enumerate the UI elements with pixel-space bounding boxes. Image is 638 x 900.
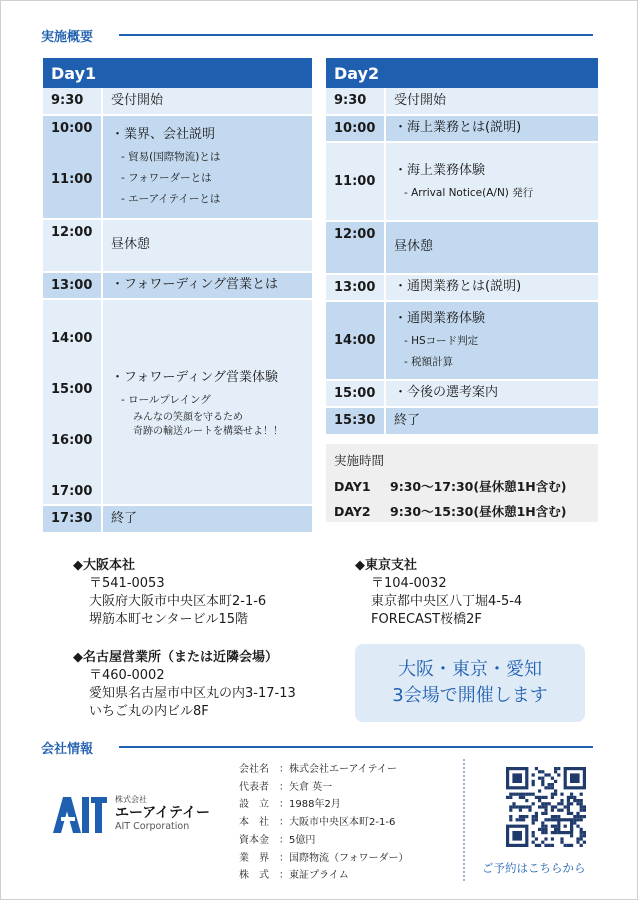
time-cell: [43, 116, 101, 218]
activity-detail: - 税額計算: [404, 356, 454, 369]
company-value: ：1988年2月: [279, 799, 341, 811]
activity-cell: [101, 300, 312, 504]
hours-box: [326, 444, 598, 522]
office-osaka-zip: 〒541-0053: [89, 576, 165, 591]
activity-title: 受付開始: [111, 92, 164, 108]
company-key: 資本金: [239, 834, 269, 846]
office-nagoya-title: ◆ 名古屋営業所（または近隣会場）: [73, 649, 296, 667]
time-cell: [326, 88, 384, 114]
time-cell: [43, 273, 101, 299]
qr-code-icon[interactable]: [506, 767, 586, 847]
reserve-link[interactable]: ご予約はこちらから: [482, 861, 586, 875]
time-label: 17:00: [51, 483, 93, 499]
overview-rule: [119, 34, 593, 36]
activity-cell: [384, 222, 598, 273]
time-cell: [326, 116, 384, 142]
office-nagoya-addr1: 愛知県名古屋市中区丸の内3-17-13: [89, 686, 296, 701]
activity-cell: [101, 273, 312, 299]
logo-text: [115, 794, 210, 832]
time-label: 12:00: [51, 224, 93, 240]
activity-detail: - 貿易(国際物流)とは: [121, 151, 221, 163]
company-key: 業 界: [239, 852, 269, 864]
office-osaka: [73, 557, 266, 629]
activity-title: 終了: [111, 510, 138, 526]
company-value: ：東証プライム: [279, 870, 349, 882]
time-label: 10:00: [51, 120, 93, 136]
activity-detail: - フォワーダーとは: [121, 172, 212, 184]
schedule-row: [326, 143, 598, 222]
activity-title: ・通関業務とは(説明): [394, 279, 522, 295]
activity-note: 奇跡の輸送ルートを構築せよ！！: [133, 425, 283, 437]
time-label: [51, 141, 101, 167]
activity-cell: [101, 116, 312, 218]
schedule-row: [43, 88, 312, 116]
overview-title: 実施概要: [41, 29, 94, 45]
divider: [463, 759, 465, 881]
company-row: [239, 814, 409, 832]
activity-cell: [101, 506, 312, 532]
company-key: 株 式: [239, 870, 269, 882]
day1-rows: [43, 88, 312, 534]
activity-cell: [384, 88, 598, 114]
activity-cell: [384, 408, 598, 434]
activity-title: ・業界、会社説明: [111, 127, 216, 142]
time-label: [334, 143, 384, 169]
activity-cell: [384, 381, 598, 407]
hours-day2-value: 9:30～15:30(昼休憩1H含む): [390, 504, 567, 519]
activity-title: ・今後の選考案内: [394, 385, 499, 401]
time-label: 11:00: [334, 173, 376, 189]
time-label: [51, 192, 101, 218]
time-label: 11:00: [51, 171, 93, 187]
time-label: [51, 300, 101, 326]
time-label: 16:00: [51, 432, 93, 448]
hours-day2-label: DAY2: [334, 504, 371, 519]
logo-name: エーアイテイー: [115, 805, 211, 821]
schedule-row: [43, 116, 312, 220]
company-rule: [119, 746, 593, 748]
activity-title: ・通関業務体験: [394, 311, 486, 327]
activity-title: 昼休憩: [394, 239, 434, 254]
activity-note: みんなの笑顔を守るため: [133, 411, 243, 423]
activity-title: 受付開始: [394, 92, 447, 108]
time-label: [334, 353, 384, 379]
activity-detail: - エーアイテイーとは: [121, 193, 221, 205]
time-label: [51, 402, 101, 428]
activity-title: ・フォワーディング営業とは: [111, 277, 279, 293]
company-key: 本 社: [239, 817, 269, 829]
office-osaka-title: ◆ 大阪本社: [73, 557, 266, 575]
schedule-row: [326, 302, 598, 381]
activity-cell: [101, 88, 312, 114]
time-cell: [326, 302, 384, 379]
company-value: ：5億円: [279, 834, 316, 846]
day2-schedule: [326, 58, 598, 436]
schedule-row: [43, 300, 312, 506]
office-nagoya: [73, 649, 296, 721]
logo-small: 株式会社: [115, 795, 147, 804]
activity-title: 終了: [394, 412, 421, 428]
overview-header: [41, 25, 593, 45]
hours-day1: [334, 474, 590, 499]
schedule-row: [326, 275, 598, 303]
time-label: 13:00: [51, 277, 93, 293]
time-cell: [326, 222, 384, 273]
schedule-row: [43, 220, 312, 273]
ait-logo-icon: [53, 793, 107, 833]
time-label: 9:30: [51, 93, 84, 108]
company-value: ：株式会社エーアイテイー: [279, 764, 397, 775]
activity-cell: [384, 143, 598, 220]
company-value: ：大阪市中央区本町2-1-6: [279, 817, 396, 829]
activity-detail: - ロールプレイング: [121, 393, 211, 406]
time-label: 9:30: [334, 93, 367, 108]
time-cell: [43, 88, 101, 114]
hours-day1-label: DAY1: [334, 479, 371, 494]
time-label: [51, 453, 101, 479]
activity-title: ・海上業務とは(説明): [394, 120, 522, 136]
activity-cell: [101, 220, 312, 271]
time-label: 17:30: [51, 511, 93, 526]
hours-day1-value: 9:30～17:30(昼休憩1H含む): [390, 479, 567, 494]
schedule-row: [326, 88, 598, 116]
time-label: [51, 351, 101, 377]
company-row: [239, 796, 409, 814]
time-label: [51, 245, 101, 271]
time-label: 13:00: [334, 279, 376, 295]
activity-cell: [384, 302, 598, 379]
activity-detail: - HSコード判定: [404, 335, 479, 348]
company-row: [239, 850, 409, 868]
company-value: ：矢倉 英一: [279, 781, 333, 793]
office-osaka-addr1: 大阪府大阪市中央区本町2-1-6: [89, 594, 267, 609]
office-nagoya-addr2: いちご丸の内ビル8F: [89, 704, 209, 719]
office-tokyo-title: ◆ 東京支社: [355, 557, 522, 575]
reservation-qr[interactable]: [506, 767, 586, 851]
office-tokyo-zip: 〒104-0032: [371, 576, 447, 591]
company-key: 代表者: [239, 781, 269, 793]
schedule-row: [43, 506, 312, 534]
office-nagoya-zip: 〒460-0002: [89, 668, 165, 683]
day1-schedule: [43, 58, 312, 534]
company-key: 会社名: [239, 764, 269, 775]
company-value: ：国際物流（フォワーダー）: [279, 852, 409, 864]
time-label: 14:00: [334, 332, 376, 348]
time-label: 15:30: [334, 413, 376, 428]
time-label: [334, 302, 384, 328]
time-cell: [43, 300, 101, 504]
day2-rows: [326, 88, 598, 436]
time-label: 10:00: [334, 120, 376, 136]
time-cell: [43, 506, 101, 532]
time-label: 14:00: [51, 330, 93, 346]
company-row: [239, 761, 409, 779]
activity-detail: - Arrival Notice(A/N) 発行: [404, 186, 534, 199]
office-osaka-addr2: 堺筋本町センタービル15階: [89, 612, 249, 627]
company-info: [239, 761, 409, 885]
day1-header: Day1: [43, 58, 312, 88]
activity-cell: [384, 116, 598, 142]
company-row: [239, 779, 409, 797]
company-key: 設 立: [239, 799, 269, 811]
time-label: [334, 247, 384, 273]
company-row: [239, 867, 409, 885]
venue-line1: 大阪・東京・愛知: [398, 659, 542, 680]
activity-cell: [384, 275, 598, 301]
time-cell: [326, 408, 384, 434]
time-label: 12:00: [334, 226, 376, 242]
activity-title: 昼休憩: [111, 237, 151, 252]
time-cell: [326, 275, 384, 301]
schedule-row: [43, 273, 312, 301]
schedule-row: [326, 116, 598, 144]
office-tokyo-addr2: FORECAST桜橋2F: [371, 612, 482, 627]
time-cell: [326, 143, 384, 220]
time-label: 15:00: [51, 381, 93, 397]
time-cell: [43, 220, 101, 271]
venue-callout: [355, 644, 585, 722]
schedule-row: [326, 222, 598, 275]
time-cell: [326, 381, 384, 407]
activity-title: ・海上業務体験: [394, 162, 486, 178]
hours-day2: [334, 499, 590, 524]
schedule-row: [326, 381, 598, 409]
company-row: [239, 832, 409, 850]
company-logo: [53, 793, 210, 833]
time-label: 15:00: [334, 385, 376, 401]
hours-title: 実施時間: [334, 453, 385, 468]
activity-title: ・フォワーディング営業体験: [111, 369, 279, 385]
time-label: [334, 194, 384, 220]
company-header: [41, 737, 593, 757]
day2-header: Day2: [326, 58, 598, 88]
office-tokyo-addr1: 東京都中央区八丁堀4-5-4: [371, 594, 523, 609]
company-title: 会社情報: [41, 741, 94, 757]
venue-line2: 3会場で開催します: [392, 685, 548, 706]
office-tokyo: [355, 557, 522, 629]
schedule-row: [326, 408, 598, 436]
logo-en: AIT Corporation: [115, 821, 190, 832]
